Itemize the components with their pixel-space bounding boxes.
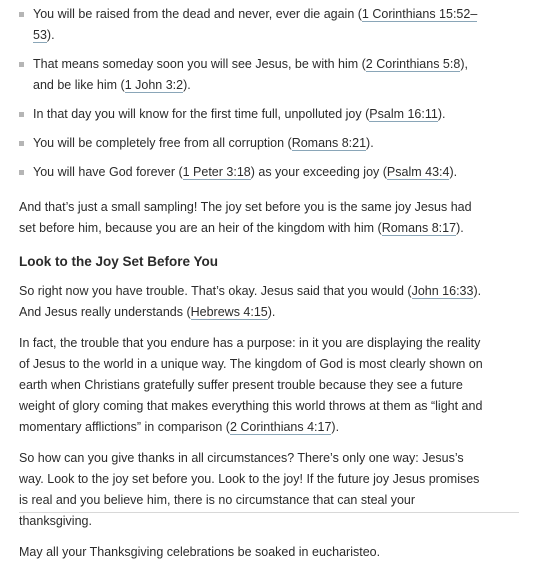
scripture-link[interactable]: 1 John 3:2 [124, 78, 184, 92]
paragraph-text: ). [267, 305, 276, 319]
scripture-link[interactable]: Hebrews 4:15 [190, 305, 268, 319]
scripture-link[interactable]: 2 Corinthians 4:17 [229, 420, 332, 434]
bullet-marker [19, 12, 24, 17]
scripture-link[interactable]: 1 Corinthians 15:52–53 [33, 7, 478, 42]
scripture-link[interactable]: Romans 8:21 [291, 136, 367, 150]
list-item-text: ). [449, 165, 458, 179]
paragraph-text: And that’s just a small sampling! The joy set before you is the same joy Jesus had set before him, because you are an heir of the kingdom with him ( [19, 200, 472, 235]
paragraph [19, 333, 489, 438]
bullet-marker [19, 170, 24, 175]
list-item-text: You will be completely free from all corruption ( [33, 136, 292, 150]
paragraph-text: ). [456, 221, 464, 235]
paragraph-text: ). [331, 420, 340, 434]
paragraph-text: ). And Jesus really understands ( [19, 284, 482, 319]
list-item-text: ), and be like him ( [33, 57, 468, 92]
section-divider [19, 512, 519, 513]
list-item-text: You will be raised from the dead and never, ever die again ( [33, 7, 362, 21]
list-item-text: ). [46, 28, 55, 42]
scripture-link[interactable]: 1 Peter 3:18 [182, 165, 251, 179]
article-body [19, 4, 489, 573]
scripture-link[interactable]: 2 Corinthians 5:8 [365, 57, 461, 71]
promise-list [19, 4, 489, 183]
paragraph [19, 281, 489, 323]
list-item-text: ). [183, 78, 191, 92]
list-item [19, 4, 489, 46]
list-item [19, 162, 489, 183]
paragraph-text: In fact, the trouble that you endure has a purpose: in it you are displaying the reality of Jesus to the world in a unique way. The kingdom of God is most clearly shown on earth when Christians gratefully suffer present trouble because they see a future weight of glory coming that makes everything this world throws at them as “light and momentary afflictions” in comparison ( [19, 336, 483, 434]
list-item [19, 133, 489, 154]
section-heading: Look to the Joy Set Before You [19, 254, 219, 269]
list-item-text: In that day you will know for the first time full, unpolluted joy ( [33, 107, 370, 121]
scripture-link[interactable]: John 16:33 [411, 284, 474, 298]
scripture-link[interactable]: Psalm 43:4 [386, 165, 450, 179]
scripture-link[interactable]: Romans 8:17 [381, 221, 457, 235]
list-item-text: That means someday soon you will see Jesus, be with him ( [33, 57, 366, 71]
list-item-text: ) as your exceeding joy ( [250, 165, 387, 179]
bullet-marker [19, 62, 24, 67]
paragraph: So how can you give thanks in all circumstances? There’s only one way: Jesus’s way. Look to the joy set before you. Look to the joy! If the future joy Jesus promises is real and you believe him, there is no circumstance that can steal your thanksgiving. [19, 451, 480, 528]
list-item [19, 54, 489, 96]
list-item-text: You will have God forever ( [33, 165, 183, 179]
bullet-marker [19, 141, 24, 146]
bullet-marker [19, 112, 24, 117]
paragraph: May all your Thanksgiving celebrations be soaked in eucharisteo. [19, 545, 381, 559]
list-item-text: ). [437, 107, 446, 121]
scripture-link[interactable]: Psalm 16:11 [369, 107, 438, 121]
list-item [19, 104, 489, 125]
paragraph [19, 197, 489, 239]
paragraph-text: So right now you have trouble. That’s okay. Jesus said that you would ( [19, 284, 412, 298]
list-item-text: ). [366, 136, 374, 150]
